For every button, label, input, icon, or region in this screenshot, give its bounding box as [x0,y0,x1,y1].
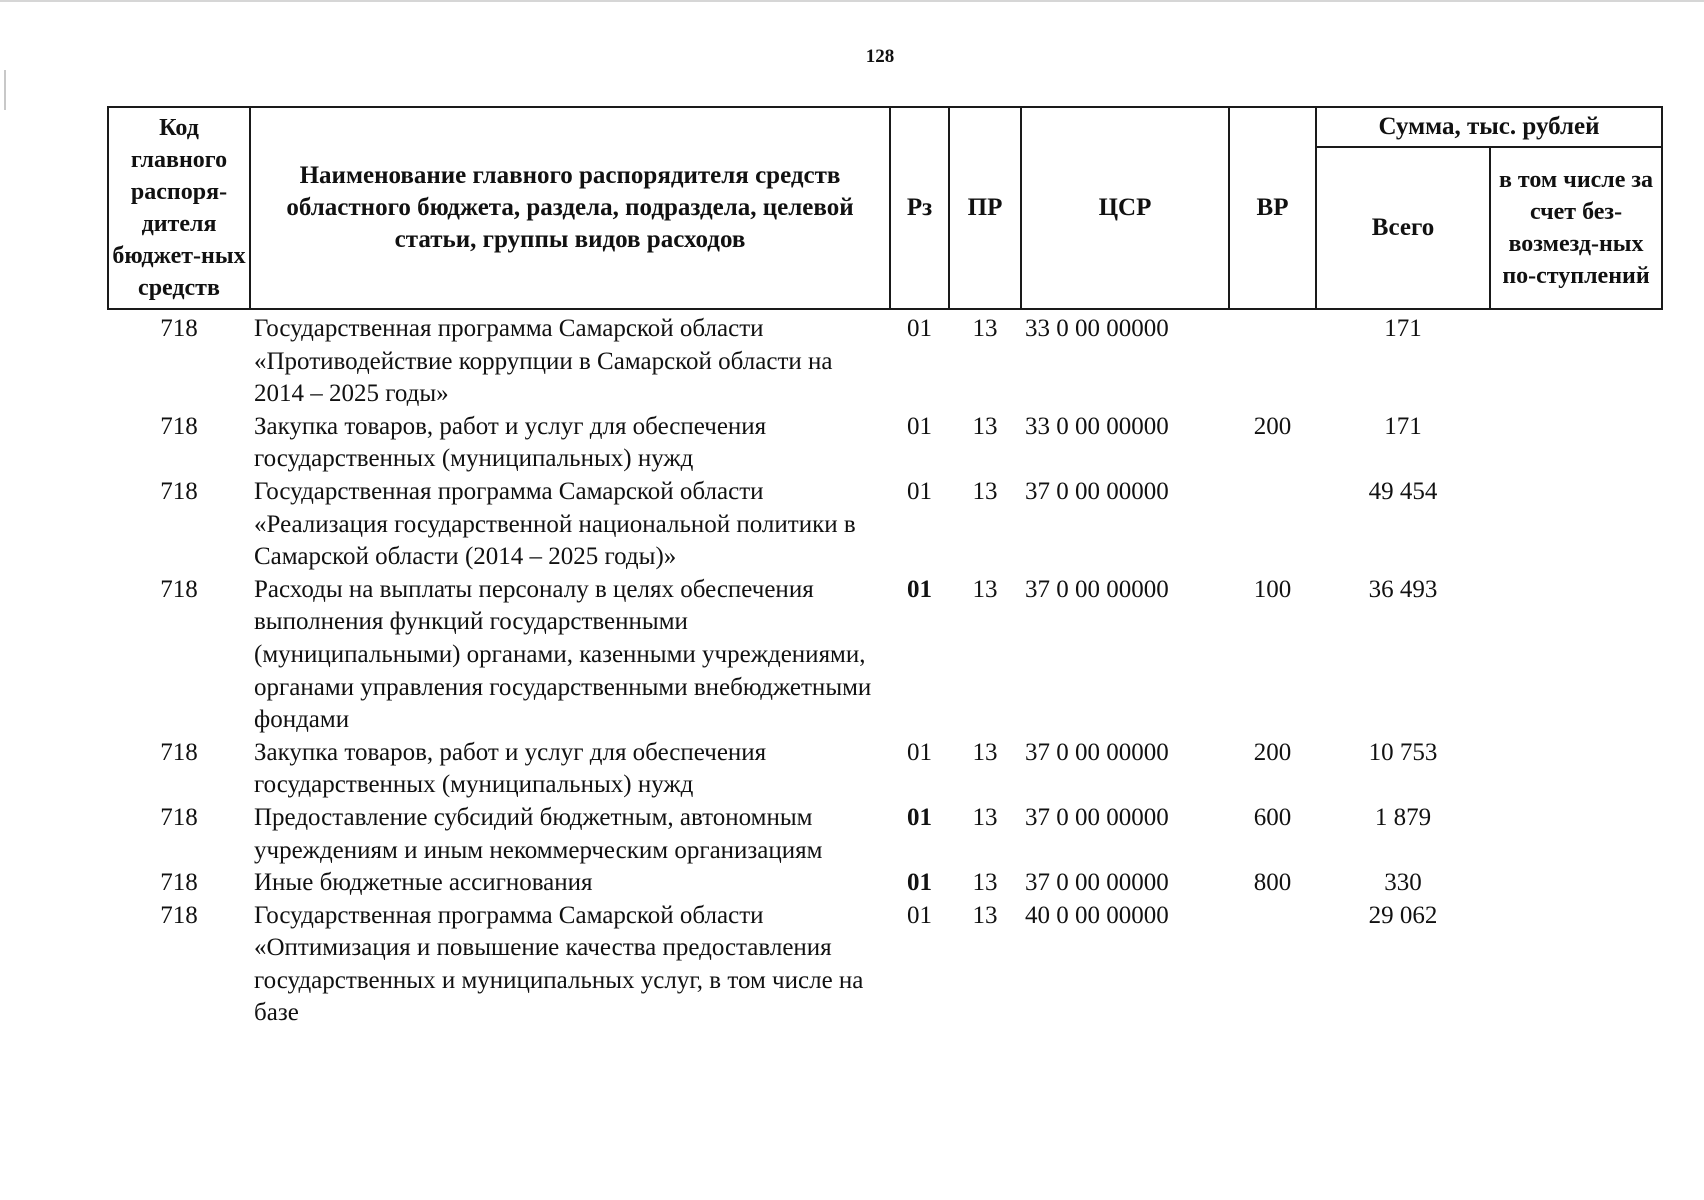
cell-csr: 37 0 00 00000 [1025,803,1169,831]
cell-vr: 200 [1253,738,1292,766]
cell-name: Предоставление субсидий бюджетным, автономным учреждениям и иным некоммерческим организациям [254,803,823,864]
cell-code: 718 [160,412,198,440]
cell-total: 49 454 [1368,477,1438,505]
cell-free [1490,900,1662,1030]
cell-free [1490,737,1662,802]
header-code: Код главного распоря-дителя бюджет-ных средств [108,107,250,309]
cell-csr: 33 0 00 00000 [1025,412,1169,440]
table-row [108,802,1662,867]
table-row [108,900,1662,1030]
header-csr: ЦСР [1021,107,1229,309]
cell-pr: 13 [972,869,998,897]
cell-csr: 37 0 00 00000 [1025,477,1169,505]
cell-rz: 01 [907,869,932,897]
cell-rz: 01 [907,412,932,440]
cell-pr: 13 [972,412,998,440]
header-total: Всего [1316,147,1490,309]
table-row [108,867,1662,900]
cell-free [1490,574,1662,737]
cell-pr: 13 [972,803,998,831]
cell-csr: 37 0 00 00000 [1025,869,1169,897]
cell-csr: 37 0 00 00000 [1025,575,1169,603]
cell-name: Государственная программа Самарской области «Противодействие коррупции в Самарской области на 2014 – 2025 годы» [254,315,833,408]
cell-vr [1229,900,1316,1030]
table-row [108,309,1662,411]
cell-total: 1 879 [1374,803,1432,831]
cell-pr: 13 [972,738,998,766]
cell-name: Государственная программа Самарской области «Оптимизация и повышение качества предоставления государственных и муниципальных услуг, в том числе на базе [254,901,864,1027]
table-header [108,107,1662,309]
header-vr: ВР [1229,107,1316,309]
cell-total: 171 [1384,412,1422,440]
cell-total: 29 062 [1368,901,1438,929]
cell-pr: 13 [972,477,998,505]
cell-vr: 200 [1253,412,1292,440]
table-row [108,737,1662,802]
table-row [108,476,1662,574]
header-sum: Сумма, тыс. рублей [1316,107,1662,147]
page-number: 128 [865,46,895,67]
cell-code: 718 [160,575,198,603]
cell-pr: 13 [972,575,998,603]
cell-free [1490,411,1662,476]
header-name: Наименование главного распорядителя средств областного бюджета, раздела, подраздела, целевой статьи, группы видов расходов [250,107,890,309]
header-rz: Рз [890,107,949,309]
cell-rz: 01 [907,575,932,603]
cell-code: 718 [160,901,198,929]
budget-table [107,106,1663,1030]
scan-margin-mark [4,70,6,110]
cell-code: 718 [160,803,198,831]
cell-vr: 800 [1253,869,1292,897]
table-row [108,574,1662,737]
cell-rz: 01 [907,901,932,929]
cell-vr [1229,476,1316,574]
scan-edge-line [0,0,1704,2]
cell-free [1490,867,1662,900]
cell-code: 718 [160,869,198,897]
cell-name: Закупка товаров, работ и услуг для обеспечения государственных (муниципальных) нужд [254,412,767,473]
cell-name: Расходы на выплаты персоналу в целях обеспечения выполнения функций государственными (муниципальными) органами, казенными учреждениями, органами управления государственными внебюджетными фондами [254,575,872,734]
cell-total: 36 493 [1368,575,1438,603]
cell-rz: 01 [907,803,932,831]
cell-free [1490,309,1662,411]
table-row [108,411,1662,476]
cell-rz: 01 [907,477,932,505]
cell-name: Государственная программа Самарской области «Реализация государственной национальной политики в Самарской области (2014 – 2025 годы)» [254,477,856,571]
cell-rz: 01 [907,738,932,766]
cell-csr: 33 0 00 00000 [1025,315,1169,342]
cell-name: Закупка товаров, работ и услуг для обеспечения государственных (муниципальных) нужд [254,738,767,799]
header-pr: ПР [949,107,1021,309]
cell-pr: 13 [972,315,998,342]
header-free: в том числе за счет без-возмезд-ных по-ступлений [1490,147,1662,309]
cell-code: 718 [160,315,198,342]
cell-code: 718 [160,738,198,766]
table-body [108,309,1662,1030]
cell-total: 330 [1384,869,1422,897]
cell-vr: 600 [1253,803,1292,831]
cell-total: 171 [1384,315,1422,342]
cell-csr: 37 0 00 00000 [1025,738,1169,766]
cell-free [1490,802,1662,867]
cell-rz: 01 [907,315,932,342]
cell-name: Иные бюджетные ассигнования [254,869,593,897]
cell-free [1490,476,1662,574]
cell-vr [1229,309,1316,411]
cell-pr: 13 [972,901,998,929]
cell-code: 718 [160,477,198,505]
cell-csr: 40 0 00 00000 [1025,901,1169,929]
cell-total: 10 753 [1368,738,1438,766]
cell-vr: 100 [1253,575,1292,603]
